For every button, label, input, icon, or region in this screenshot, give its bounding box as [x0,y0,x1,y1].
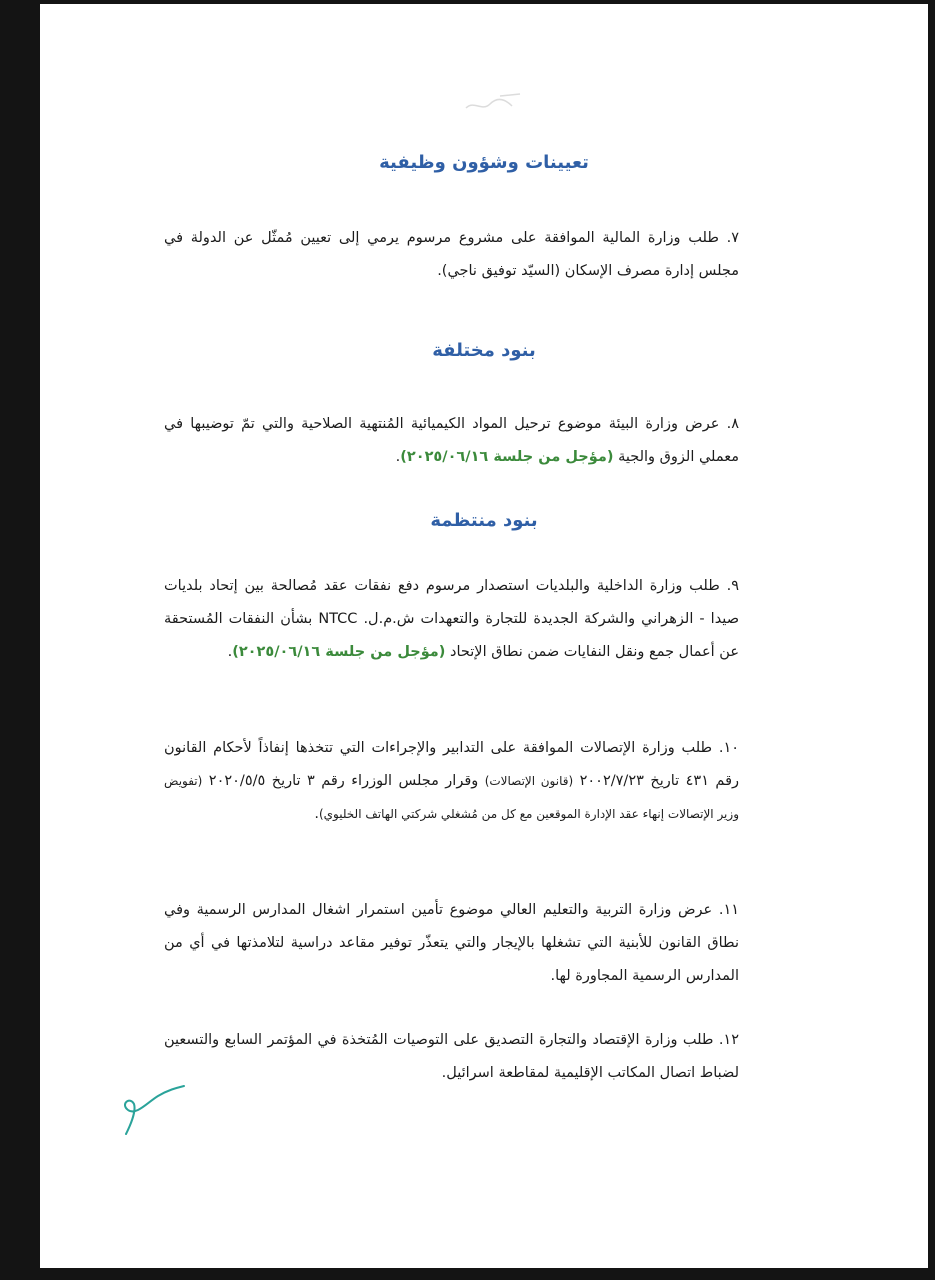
postponed-note: (مؤجل من جلسة ٢٠٢٥/٠٦/١٦) [400,449,614,465]
item-text: طلب وزارة الإتصالات الموافقة على التدابير والإجراءات التي تتخذها إنفاذاً لأحكام القانون رقم ٤٣١ تاريخ ٢٠٠٢/٧/٢٣ [164,740,740,789]
item-number: ١١. [718,902,740,918]
agenda-item-10: ١٠. طلب وزارة الإتصالات الموافقة على التدابير والإجراءات التي تتخذها إنفاذاً لأحكام القانون رقم ٤٣١ تاريخ ٢٠٠٢/٧/٢٣ (قانون الإتصالات) وقرار مجلس الوزراء رقم ٣ تاريخ ٢٠٢٠/٥/٥ (تفويض وزير الإتصالات إنهاء عقد الإدارة الموقعين مع كل من مُشغلي شركتي الهاتف الخليوي). [164,740,740,822]
item-text: طلب وزارة الإقتصاد والتجارة التصديق على التوصيات المُتخذة في المؤتمر السابع والتسعين لضباط اتصال المكاتب الإقليمية لمقاطعة اسرائيل. [164,1032,739,1081]
item-number: ٨. [726,416,740,432]
faint-handwritten-mark [460,90,530,118]
document-page [40,4,928,1268]
item-number: ١٠. [718,740,740,756]
item-text: طلب وزارة المالية الموافقة على مشروع مرسوم يرمي إلى تعيين مُمثّل عن الدولة في مجلس إدارة مصرف الإسكان (السيّد توفيق ناجي). [164,230,739,279]
item-number: ٩. [726,578,740,594]
postponed-note: (مؤجل من جلسة ٢٠٢٥/٠٦/١٦) [232,644,446,660]
item-text: طلب وزارة الداخلية والبلديات استصدار مرسوم دفع نفقات عقد مُصالحة بين إتحاد بلديات صيدا - الزهراني والشركة الجديدة للتجارة والتعهدات ش.م.ل. NTCC بشأن النفقات المُستحقة عن أعمال جمع ونقل النفايات ضمن نطاق الإتحاد [164,578,739,660]
agenda-item-7 [164,222,739,288]
delegation-note: (تفويض وزير الإتصالات إنهاء عقد الإدارة الموقعين مع كل من مُشغلي شركتي الهاتف الخليوي) [164,774,739,821]
heading-regular: بنود منتظمة [430,510,538,531]
item-text: عرض وزارة التربية والتعليم العالي موضوع تأمين استمرار اشغال المدارس الرسمية وفي نطاق القانون للأبنية التي تشغلها بالإيجار والتي يتعذّر توفير مقاعد دراسية لتلامذتها في أي من المدارس الرسمية المجاورة لها. [164,902,739,984]
item-text-continued: وقرار مجلس الوزراء رقم ٣ تاريخ ٢٠٢٠/٥/٥ [208,773,479,789]
item-number: ٧. [726,230,739,246]
item-number: ١٢. [718,1032,739,1048]
item-text: عرض وزارة البيئة موضوع ترحيل المواد الكيميائية المُنتهية الصلاحية والتي تمّ توضيبها في معملي الزوق والجية [164,416,739,465]
agenda-item-9: ٩. طلب وزارة الداخلية والبلديات استصدار مرسوم دفع نفقات عقد مُصالحة بين إتحاد بلديات صيدا - الزهراني والشركة الجديدة للتجارة والتعهدات ش.م.ل. NTCC بشأن النفقات المُستحقة عن أعمال جمع ونقل النفايات ضمن نطاق الإتحاد (مؤجل من جلسة ٢٠٢٥/٠٦/١٦). [164,578,740,660]
agenda-item-8: ٨. عرض وزارة البيئة موضوع ترحيل المواد الكيميائية المُنتهية الصلاحية والتي تمّ توضيبها في معملي الزوق والجية (مؤجل من جلسة ٢٠٢٥/٠٦/١٦). [164,416,740,465]
law-name: (قانون الإتصالات) [484,774,574,788]
agenda-item-11 [164,894,739,993]
heading-misc: بنود مختلفة [432,340,536,361]
heading-appointments: تعيينات وشؤون وظيفية [379,152,589,173]
agenda-item-12 [164,1024,739,1090]
handwritten-signature [118,1082,188,1140]
